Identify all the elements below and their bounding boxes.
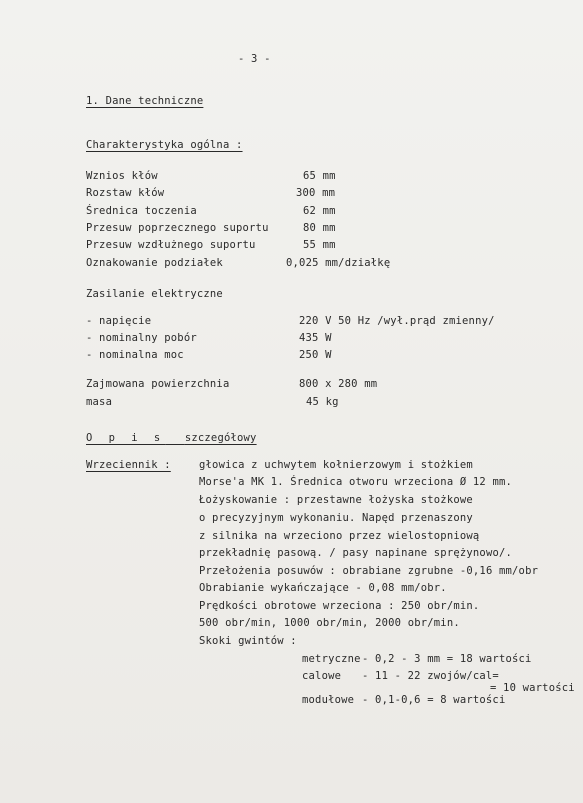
detail-line: z silnika na wrzeciono przez wielostopniową (199, 530, 480, 542)
mass-value: 45 kg (306, 396, 339, 408)
detail-line: Prędkości obrotowe wrzeciona : 250 obr/min. (199, 600, 480, 612)
spec-value: 80 mm (303, 222, 336, 234)
spec-value: 65 mm (303, 170, 336, 182)
thread-value: - 0,1-0,6 = 8 wartości (362, 694, 506, 706)
power-heading: Zasilanie elektryczne (86, 288, 223, 300)
thread-value: - 11 - 22 zwojów/cal= (362, 670, 499, 682)
power-value: 250 W (299, 349, 332, 361)
power-value: 435 W (299, 332, 332, 344)
general-heading: Charakterystyka ogólna : (86, 139, 243, 151)
power-label: - napięcie (86, 315, 152, 327)
thread-label: calowe (302, 670, 342, 682)
spec-label: Oznakowanie podziałek (86, 257, 223, 269)
detail-line: 500 obr/min, 1000 obr/min, 2000 obr/min. (199, 617, 460, 629)
power-label: - nominalna moc (86, 349, 184, 361)
detail-line: Skoki gwintów : (199, 635, 297, 647)
detail-line: Łożyskowanie : przestawne łożyska stożkowe (199, 494, 473, 506)
spec-value: 300 mm (296, 187, 336, 199)
page-number: - 3 - (238, 53, 271, 65)
spec-label: Przesuw poprzecznego suportu (86, 222, 269, 234)
detail-line: Obrabianie wykańczające - 0,08 mm/obr. (199, 582, 447, 594)
spec-value: 0,025 mm/działkę (286, 257, 391, 269)
detail-line: przekładnię pasową. / pasy napinane sprężynowo/. (199, 547, 513, 559)
detail-heading-spaced: O p i s (86, 432, 166, 444)
spec-label: Rozstaw kłów (86, 187, 165, 199)
area-label: Zajmowana powierzchnia (86, 378, 230, 390)
spindle-label: Wrzeciennik : (86, 459, 171, 471)
detail-heading-rest: szczegółowy (184, 432, 257, 444)
spec-value: 55 mm (303, 239, 336, 251)
mass-label: masa (86, 396, 113, 408)
spec-value: 62 mm (303, 205, 336, 217)
detail-line: Przełożenia posuwów : obrabiane zgrubne -0,16 mm/obr (199, 565, 539, 577)
thread-value: = 10 wartości (490, 682, 575, 694)
thread-value: - 0,2 - 3 mm = 18 wartości (362, 653, 532, 665)
detail-line: Morse'a MK 1. Średnica otworu wrzeciona Ø 12 mm. (199, 476, 513, 488)
thread-label: metryczne (302, 653, 361, 665)
spec-label: Wznios kłów (86, 170, 158, 182)
detail-line: o precyzyjnym wykonaniu. Napęd przenaszony (199, 512, 473, 524)
spec-label: Średnica toczenia (86, 205, 197, 217)
power-label: - nominalny pobór (86, 332, 197, 344)
power-value: 220 V 50 Hz /wył.prąd zmienny/ (299, 315, 495, 327)
detail-heading (86, 432, 257, 444)
section-title: 1. Dane techniczne (86, 95, 204, 107)
spec-label: Przesuw wzdłużnego suportu (86, 239, 256, 251)
area-value: 800 x 280 mm (299, 378, 378, 390)
thread-label: modułowe (302, 694, 355, 706)
detail-line: głowica z uchwytem kołnierzowym i stożkiem (199, 459, 473, 471)
